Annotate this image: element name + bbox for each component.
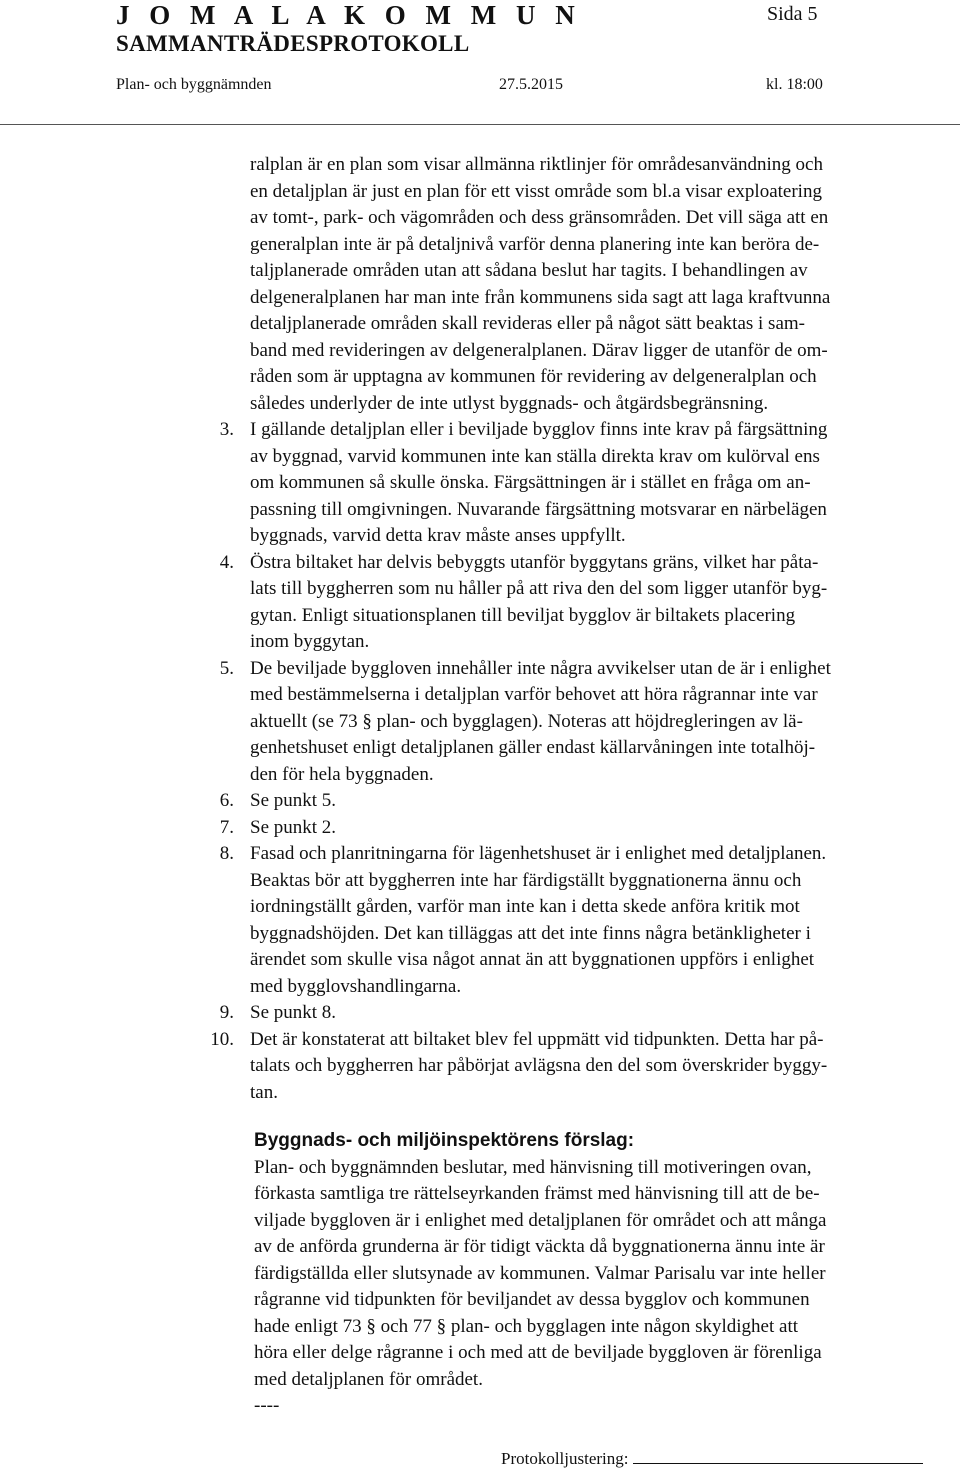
minutes-body — [210, 152, 955, 1106]
item-number: 10. — [210, 1028, 234, 1050]
meeting-date: 27.5.2015 — [499, 76, 563, 93]
meeting-time: kl. 18:00 — [766, 76, 823, 93]
proposal-line: hade enligt 73 § och 77 § plan- och bygglagen inte någon skyldighet att — [254, 1315, 799, 1337]
page-number: Sida 5 — [767, 3, 818, 25]
item-line: tan. — [250, 1081, 278, 1103]
paragraph-line: ralplan är en plan som visar allmänna riktlinjer för områdesanvändning och — [250, 154, 823, 175]
proposal-line: förkasta samtliga tre rättelseyrkanden främst med hänvisning till att de be- — [254, 1183, 820, 1204]
item-line: Östra biltaket har delvis bebyggts utanför byggytans gräns, vilket har påta- — [250, 551, 819, 573]
verification-label: Protokolljustering: — [501, 1449, 629, 1468]
committee-name: Plan- och byggnämnden — [116, 76, 272, 93]
item-line: inom byggytan. — [250, 631, 370, 652]
inspector-proposal — [254, 1128, 954, 1420]
item-number: 7. — [219, 816, 234, 838]
item-number: 6. — [219, 790, 234, 811]
document-title: SAMMANTRÄDESPROTOKOLL — [116, 31, 470, 56]
proposal-line: med detaljplanen för området. — [254, 1368, 483, 1390]
item-number: 3. — [219, 419, 234, 440]
list-item — [219, 841, 955, 1000]
item-line: talats och byggherren har påbörjat avlägsna den del som överskrider byggy- — [250, 1055, 828, 1076]
paragraph-line: delgeneralplanen har man inte från kommunens sida sagt att laga kraftvunna — [250, 286, 831, 308]
item-line: gytan. Enligt situationsplanen till beviljat bygglov är biltakets placering — [250, 604, 796, 626]
proposal-line: höra eller delge rågranne i och med att de beviljade byggloven är förenliga — [254, 1342, 822, 1363]
paragraph-line: således underlyder de inte utlyst byggnads- och åtgärdsbegränsning. — [250, 392, 769, 414]
item-line: I gällande detaljplan eller i beviljade bygglov finns inte krav på färgsättning — [250, 419, 828, 440]
signature-line — [633, 1449, 923, 1464]
paragraph-line: generalplan inte är på detaljnivå varför denna planering inte kan beröra de- — [250, 233, 820, 255]
item-line: Se punkt 5. — [250, 790, 337, 811]
item-line: ärendet som skulle visa något annat än att byggnationen uppförs i enlighet — [250, 949, 815, 970]
item-line: den för hela byggnaden. — [250, 763, 434, 785]
item-line: med bygglovshandlingarna. — [250, 975, 462, 997]
item-line: byggnads, varvid detta krav måste anses uppfyllt. — [250, 525, 626, 546]
item-number: 8. — [219, 843, 234, 864]
item-line: Se punkt 2. — [250, 816, 337, 838]
item-line: aktuellt (se 73 § plan- och bygglagen). Noteras att höjdregleringen av lä- — [250, 710, 803, 732]
intro-paragraph — [250, 152, 955, 417]
minutes-verification — [501, 1449, 923, 1469]
proposal-line: Plan- och byggnämnden beslutar, med hänvisning till motiveringen ovan, — [254, 1156, 812, 1178]
proposal-heading: Byggnads- och miljöinspektörens förslag: — [254, 1130, 635, 1151]
item-number: 4. — [219, 551, 234, 573]
item-line: iordningställt gården, varför man inte kan i detta skede anföra kritik mot — [250, 896, 800, 917]
item-line: av byggnad, varvid kommunen inte kan ställa direkta krav om kulörval ens — [250, 445, 820, 467]
item-line: Fasad och planritningarna för lägenhetshuset är i enlighet med detaljplanen. — [250, 843, 827, 864]
item-number: 5. — [219, 657, 234, 679]
item-line: genhetshuset enligt detaljplanen gäller endast källarvåningen inte totalhöj- — [250, 737, 816, 758]
proposal-line: av de anförda grunderna är för tidigt väckta då byggnationerna ännu inte är — [254, 1236, 825, 1257]
proposal-line: viljade byggloven är i enlighet med detaljplanen för området och att många — [254, 1209, 827, 1231]
item-line: Se punkt 8. — [250, 1002, 337, 1023]
paragraph-line: detaljplanerade områden skall revideras eller på något sätt beaktas i sam- — [250, 313, 805, 334]
separator-dashes: ---- — [254, 1395, 280, 1416]
item-line: lats till byggherren som nu håller på att riva den del som ligger utanför byg- — [250, 578, 828, 599]
organization-name: J O M A L A K O M M U N — [116, 0, 582, 30]
header-divider — [0, 124, 960, 125]
paragraph-line: av tomt-, park- och vägområden och dess gränsområden. Det vill säga att en — [250, 207, 829, 228]
proposal-line: färdigställda eller slutsynade av kommunen. Valmar Parisalu var inte heller — [254, 1262, 826, 1284]
item-number: 9. — [219, 1002, 234, 1023]
paragraph-line: råden som är upptagna av kommunen för revidering av delgeneralplan och — [250, 366, 817, 387]
item-line: byggnadshöjden. Det kan tilläggas att det inte finns några betänkligheter i — [250, 922, 811, 944]
item-line: Beaktas bör att byggherren inte har färdigställt byggnationerna ännu och — [250, 869, 802, 891]
item-line: passning till omgivningen. Nuvarande färgsättning motsvarar en närbelägen — [250, 498, 827, 520]
item-line: Det är konstaterat att biltaket blev fel uppmätt vid tidpunkten. Detta har på- — [250, 1028, 824, 1050]
list-item — [219, 788, 955, 815]
paragraph-line: taljplanerade områden utan att sådana beslut har tagits. I behandlingen av — [250, 260, 808, 281]
list-item — [219, 1000, 955, 1027]
item-line: om kommunen så skulle önska. Färgsättningen är i stället en fråga om an- — [250, 472, 811, 493]
list-item — [219, 417, 955, 550]
paragraph-line: band med revideringen av delgeneralplanen. Därav ligger de utanför de om- — [250, 339, 828, 361]
proposal-line: rågranne vid tidpunkten för beviljandet av dessa bygglov och kommunen — [254, 1289, 810, 1310]
list-item — [219, 656, 955, 789]
list-item — [219, 815, 955, 842]
paragraph-line: en detaljplan är just en plan för ett visst område som bl.a visar exploatering — [250, 180, 822, 202]
list-item — [219, 550, 955, 656]
list-item — [210, 1027, 955, 1107]
item-line: De beviljade byggloven innehåller inte några avvikelser utan de är i enlighet — [250, 657, 831, 679]
item-line: med bestämmelserna i detaljplan varför behovet att höra rågrannar inte var — [250, 684, 818, 705]
